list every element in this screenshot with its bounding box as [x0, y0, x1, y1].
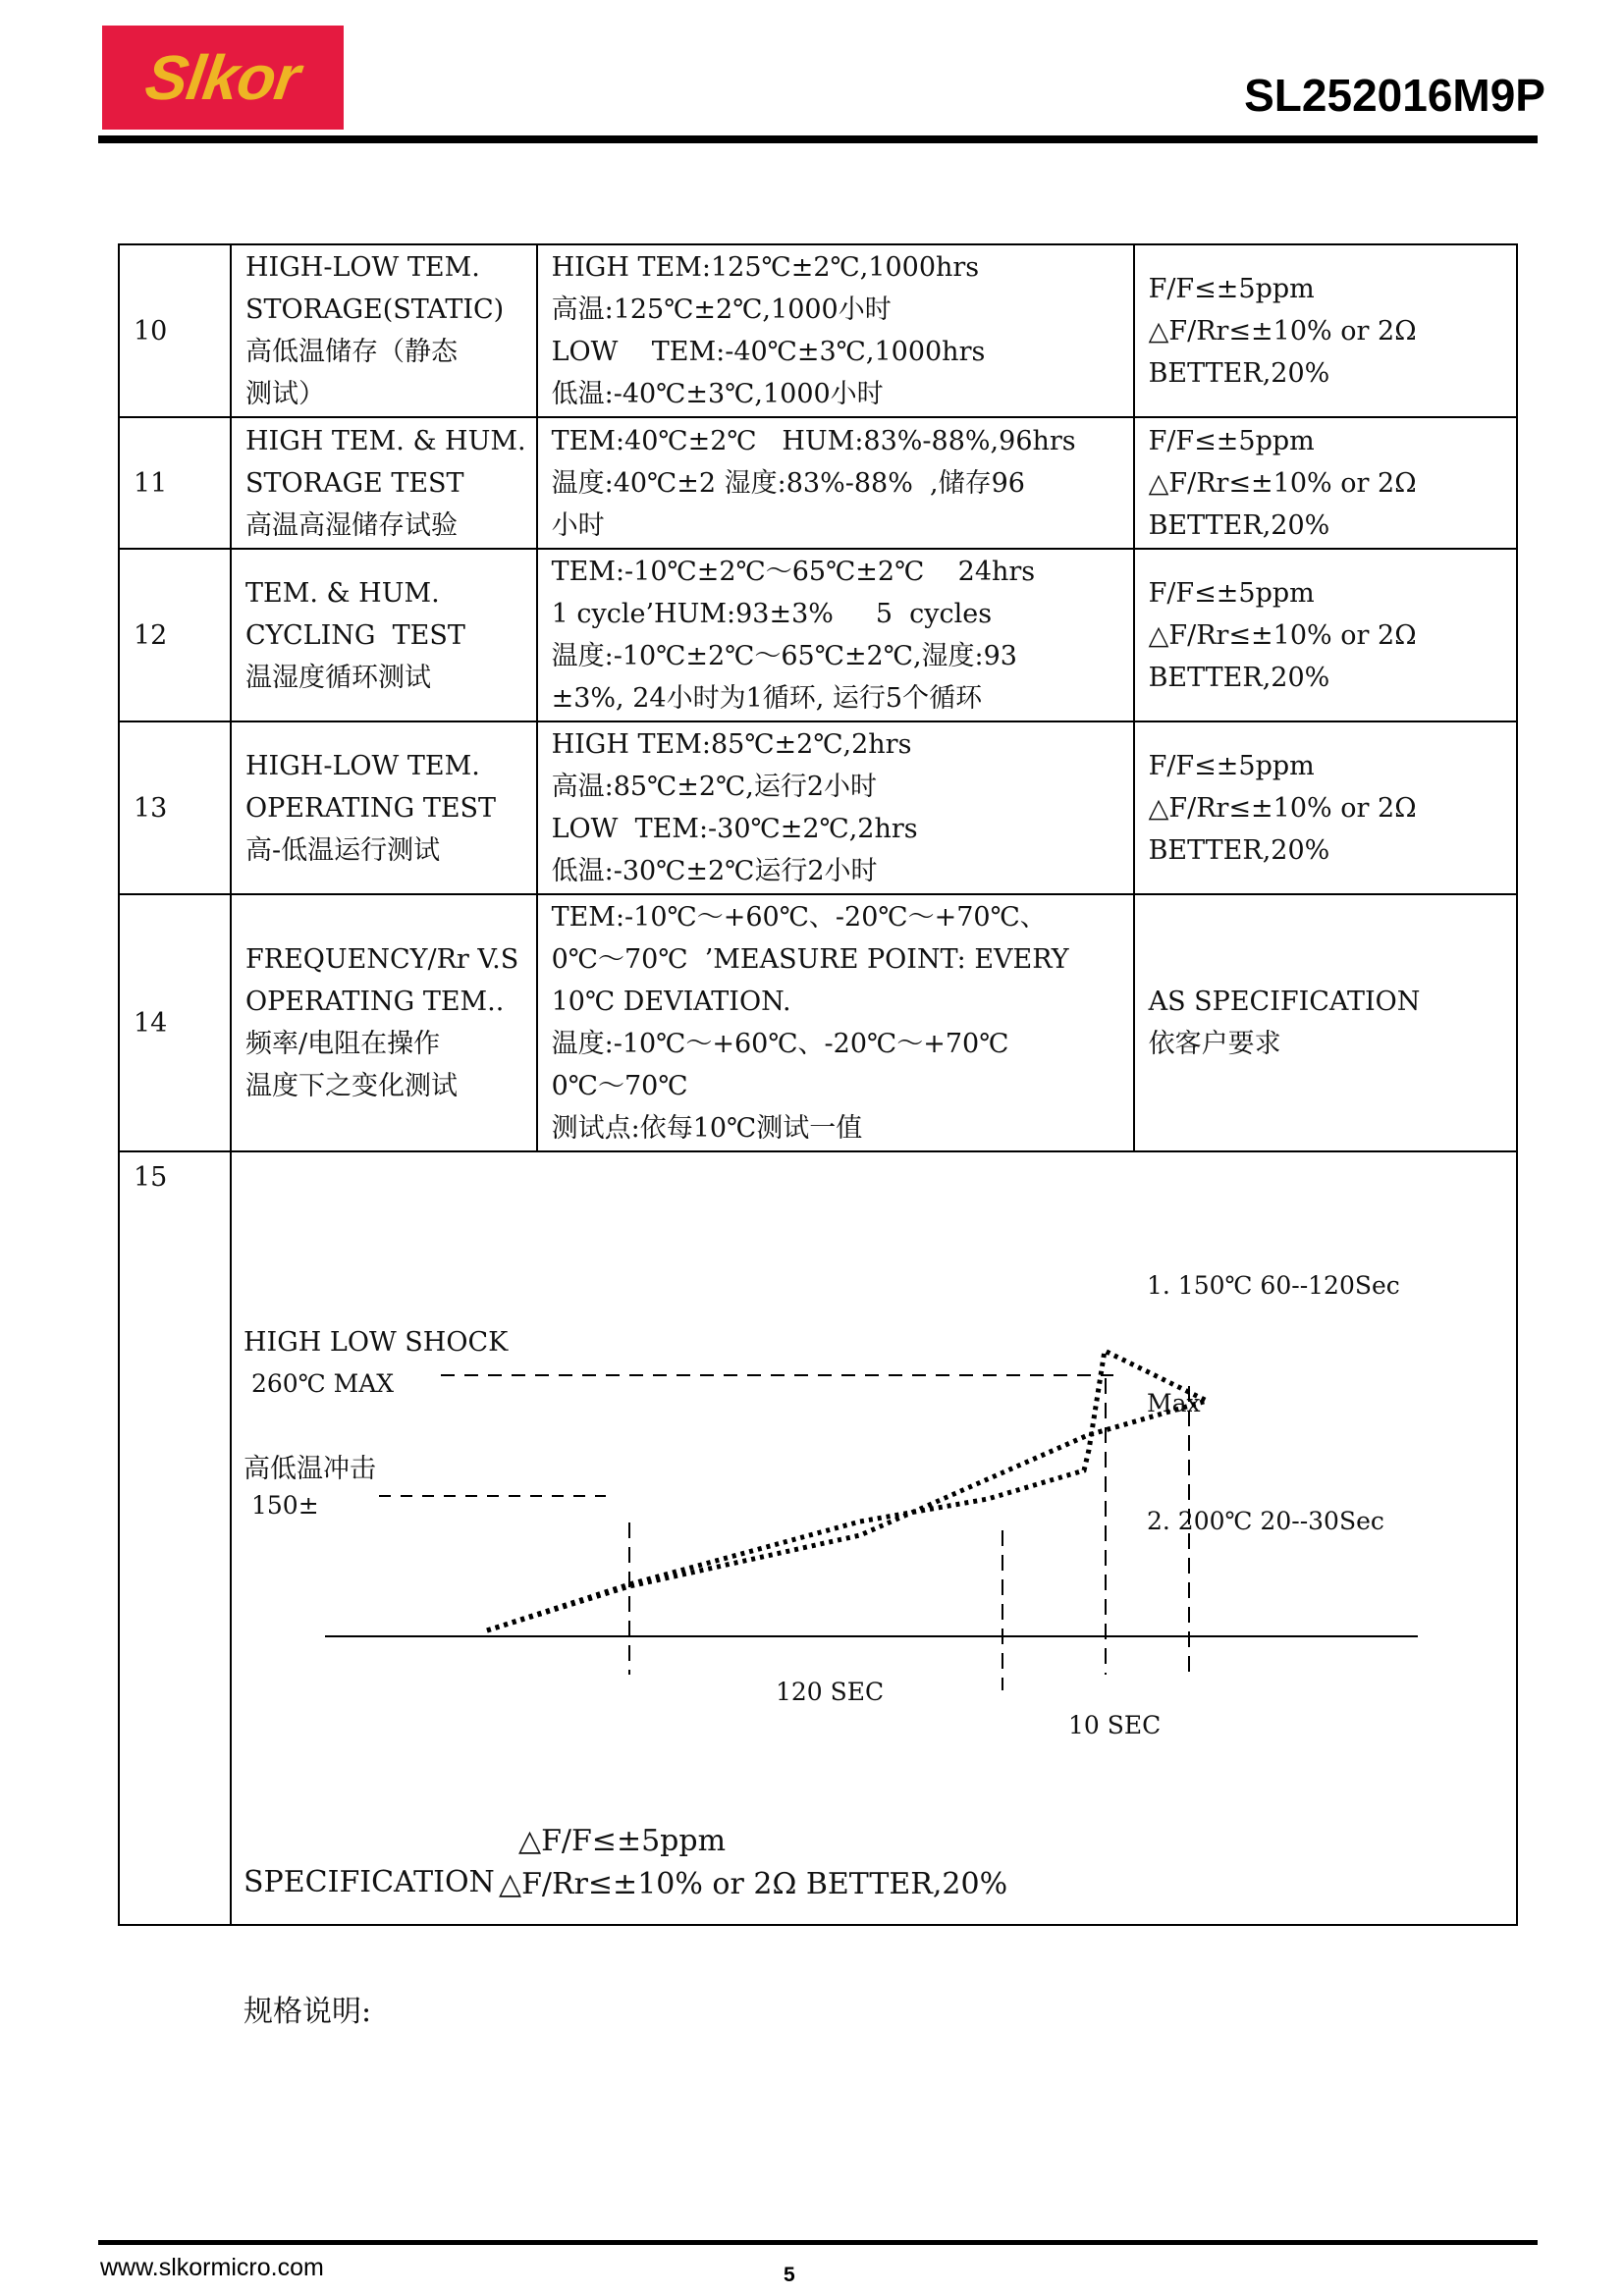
test-condition-line: HIGH TEM:125℃±2℃,1000hrs — [551, 252, 980, 283]
company-logo — [102, 26, 344, 130]
table-row — [119, 549, 1517, 721]
test-condition — [537, 894, 1134, 1151]
acceptance-criteria — [1134, 244, 1517, 417]
test-condition-line: TEM:40℃±2℃ HUM:83%-88%,96hrs — [551, 425, 1076, 456]
acceptance-criteria-line: BETTER,20% — [1148, 509, 1330, 541]
test-item-line: 测试） — [245, 379, 325, 409]
test-condition-line: 温度:-10℃～+60℃、-20℃～+70℃ — [551, 1029, 1009, 1059]
test-condition-line: 温度:40℃±2 湿度:83%-88% ,储存96 — [551, 467, 1025, 499]
test-item-line: OPERATING TEST — [245, 792, 497, 824]
test-condition-line: LOW TEM:-30℃±2℃,2hrs — [551, 814, 918, 844]
test-item-line: OPERATING TEM.. — [245, 987, 505, 1017]
row-number: 10 — [119, 244, 231, 417]
shock-diagram-area — [232, 1152, 1516, 2029]
test-item — [231, 417, 537, 549]
acceptance-criteria-line: F/F≤±5ppm — [1148, 425, 1315, 456]
website-link[interactable]: www.slkormicro.com — [100, 2254, 324, 2281]
note-max: Max — [1147, 1389, 1201, 1417]
acceptance-criteria-line: BETTER,20% — [1148, 662, 1330, 693]
part-number: SL252016M9P — [1244, 70, 1545, 121]
footer-rule — [98, 2240, 1538, 2245]
shock-title-en: HIGH LOW SHOCK — [244, 1327, 509, 1358]
table-row-15 — [119, 1151, 1517, 1925]
acceptance-criteria-line: △F/Rr≤±10% or 2Ω — [1148, 315, 1417, 347]
test-item-line: 高低温储存（静态 — [245, 337, 458, 367]
test-item — [231, 244, 537, 417]
table-row — [119, 417, 1517, 549]
test-condition — [537, 244, 1134, 417]
test-item — [231, 894, 537, 1151]
row-number: 15 — [119, 1151, 231, 1925]
test-item-line: HIGH TEM. & HUM. — [245, 425, 526, 456]
shock-title-cn: 高低温冲击 — [244, 1454, 376, 1484]
test-condition-line: HIGH TEM:85℃±2℃,2hrs — [551, 729, 912, 760]
header-rule — [98, 135, 1538, 143]
test-condition-line: 低温:-40℃±3℃,1000小时 — [551, 379, 884, 409]
acceptance-criteria-line: △F/Rr≤±10% or 2Ω — [1148, 619, 1417, 651]
label-150: 150± — [251, 1491, 319, 1520]
row-number: 14 — [119, 894, 231, 1151]
test-item-line: 高温高湿储存试验 — [245, 509, 458, 541]
acceptance-criteria-line: 依客户要求 — [1148, 1029, 1281, 1059]
test-item-line: STORAGE TEST — [245, 467, 464, 499]
high-low-shock-cell — [231, 1151, 1517, 2029]
test-item-line: 温度下之变化测试 — [245, 1071, 458, 1101]
label-260c-max: 260℃ MAX — [251, 1369, 395, 1398]
acceptance-criteria — [1134, 894, 1517, 1151]
test-condition-line: 测试点:依每10℃测试一值 — [551, 1113, 863, 1144]
acceptance-criteria-line: AS SPECIFICATION — [1148, 987, 1421, 1017]
acceptance-criteria — [1134, 721, 1517, 894]
acceptance-criteria-line: △F/Rr≤±10% or 2Ω — [1148, 792, 1417, 824]
row-number: 11 — [119, 417, 231, 549]
test-item — [231, 721, 537, 894]
test-item-line: CYCLING TEST — [245, 619, 465, 651]
test-condition-line: LOW TEM:-40℃±3℃,1000hrs — [551, 337, 986, 367]
test-item-line: HIGH-LOW TEM. — [245, 252, 480, 283]
test-condition — [537, 417, 1134, 549]
test-item-line: HIGH-LOW TEM. — [245, 750, 480, 781]
test-condition — [537, 721, 1134, 894]
test-item-line: 高-低温运行测试 — [245, 834, 441, 866]
logo-text: Slkor — [141, 42, 304, 113]
test-condition-line: 0℃～70℃ — [551, 1071, 688, 1101]
test-item-line: FREQUENCY/Rr V.S — [245, 944, 519, 975]
test-condition-line: 温度:-10℃±2℃～65℃±2℃,湿度:93 — [551, 641, 1017, 671]
test-condition-line: 低温:-30℃±2℃运行2小时 — [551, 856, 878, 886]
spec-frequency: △F/F≤±5ppm — [518, 1824, 727, 1858]
table-row — [119, 894, 1517, 1151]
test-condition-line: 小时 — [551, 509, 605, 541]
spec-title: SPECIFICATION — [244, 1865, 495, 1899]
test-item-line: 温湿度循环测试 — [245, 662, 431, 693]
test-condition — [537, 549, 1134, 721]
acceptance-criteria-line: BETTER,20% — [1148, 357, 1330, 389]
test-condition-line: TEM:-10℃±2℃～65℃±2℃ 24hrs — [551, 557, 1036, 587]
label-120-sec: 120 SEC — [776, 1678, 885, 1706]
test-condition-line: 10℃ DEVIATION. — [551, 987, 791, 1017]
acceptance-criteria-line: F/F≤±5ppm — [1148, 577, 1315, 609]
test-condition-line: 高温:125℃±2℃,1000小时 — [551, 294, 892, 325]
test-item — [231, 549, 537, 721]
label-10-sec: 10 SEC — [1068, 1711, 1162, 1739]
spec-resistance: △F/Rr≤±10% or 2Ω BETTER,20% — [499, 1867, 1008, 1901]
test-item-line: TEM. & HUM. — [245, 577, 440, 609]
acceptance-criteria-line: △F/Rr≤±10% or 2Ω — [1148, 467, 1417, 499]
test-condition-line: ±3%, 24小时为1循环, 运行5个循环 — [551, 683, 983, 714]
test-item-line: STORAGE(STATIC) — [245, 294, 505, 325]
acceptance-criteria — [1134, 549, 1517, 721]
test-condition-line: 高温:85℃±2℃,运行2小时 — [551, 772, 878, 802]
test-condition-line: 0℃～70℃ ’MEASURE POINT: EVERY — [551, 944, 1069, 975]
acceptance-criteria — [1134, 417, 1517, 549]
table-row — [119, 721, 1517, 894]
test-item-line: 频率/电阻在操作 — [245, 1029, 441, 1059]
table-row — [119, 244, 1517, 417]
acceptance-criteria-line: F/F≤±5ppm — [1148, 273, 1315, 304]
acceptance-criteria-line: F/F≤±5ppm — [1148, 750, 1315, 781]
test-condition-line: 1 cycle’HUM:93±3% 5 cycles — [551, 599, 993, 629]
row-number: 12 — [119, 549, 231, 721]
spec-title-cn: 规格说明: — [244, 1995, 372, 2029]
note-2: 2. 200℃ 20--30Sec — [1147, 1507, 1384, 1535]
page-number: 5 — [784, 2264, 795, 2286]
specification-block — [244, 1775, 495, 2120]
test-condition-line: TEM:-10℃～+60℃、-20℃～+70℃、 — [551, 902, 1047, 933]
note-1: 1. 150℃ 60--120Sec — [1147, 1271, 1400, 1300]
reliability-test-table — [118, 243, 1518, 2029]
acceptance-criteria-line: BETTER,20% — [1148, 834, 1330, 866]
row-number: 13 — [119, 721, 231, 894]
